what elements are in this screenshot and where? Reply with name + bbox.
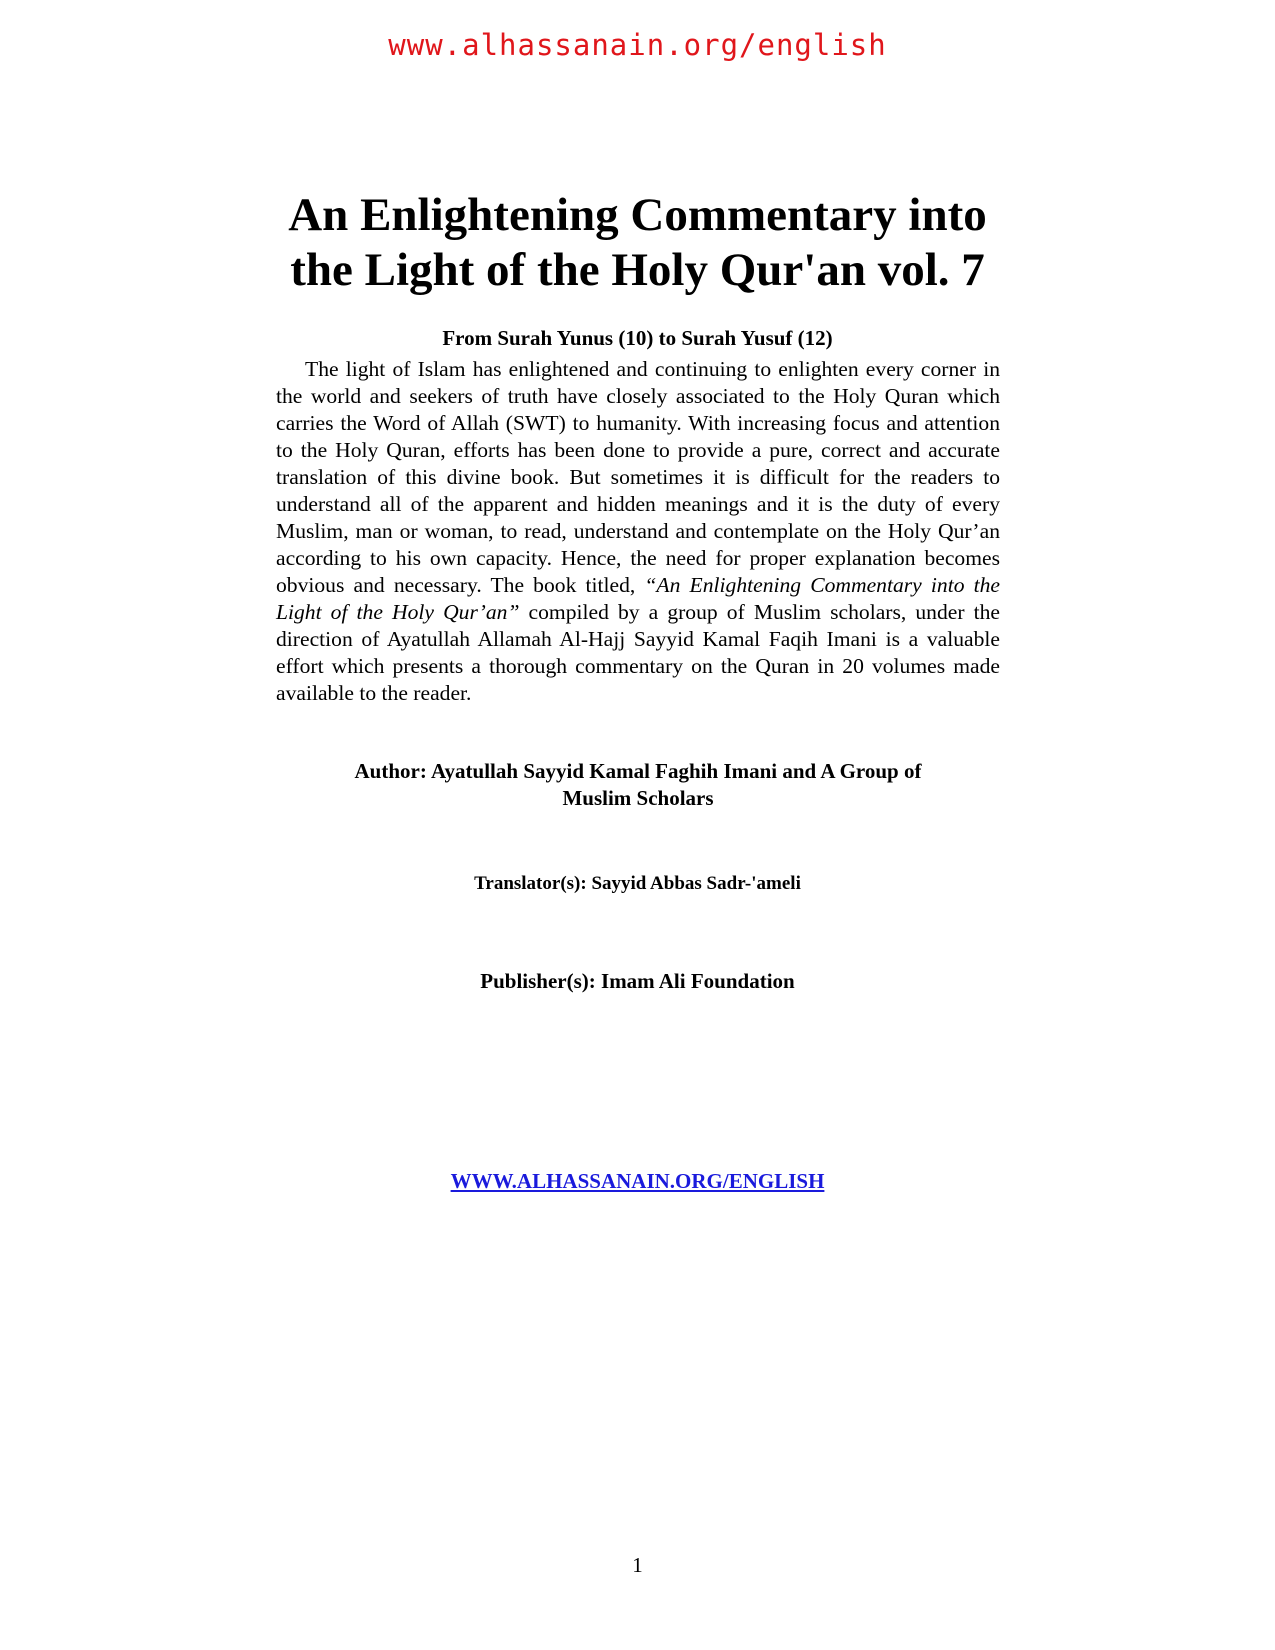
description-book-title-italic: “An Enlightening Commentary into the Light of the Holy Qur’an”: [276, 573, 1000, 624]
header-url: www.alhassanain.org/english: [388, 28, 887, 62]
page-number: 1: [632, 1553, 643, 1577]
book-title: [200, 188, 1075, 298]
author-line-2: Muslim Scholars: [562, 786, 714, 810]
author-credit: [270, 758, 1006, 812]
publisher-credit: Publisher(s): Imam Ali Foundation: [480, 969, 795, 993]
description-text-part-2: compiled by a group of Muslim scholars, under the direction of Ayatullah Allamah Al-Hajj Sayyid Kamal Faqih Imani is a valuable effort which presents a thorough commentary on the Quran in 20 volumes made available to the reader.: [276, 600, 1000, 705]
book-subtitle: From Surah Yunus (10) to Surah Yusuf (12): [442, 326, 833, 350]
book-description: [276, 356, 1000, 707]
site-link[interactable]: WWW.ALHASSANAIN.ORG/ENGLISH: [450, 1169, 825, 1193]
site-link-container: [0, 1168, 1275, 1194]
book-title-line-1: An Enlightening Commentary into: [288, 189, 987, 241]
book-title-line-2: the Light of the Holy Qur'an vol. 7: [290, 244, 985, 296]
description-text-part-1: The light of Islam has enlightened and continuing to enlighten every corner in the world and seekers of truth have closely associated to the Holy Quran which carries the Word of Allah (SWT) to humanity. With increasing focus and attention to the Holy Quran, efforts has been done to provide a pure, correct and accurate translation of this divine book. But sometimes it is difficult for the readers to understand all of the apparent and hidden meanings and it is the duty of every Muslim, man or woman, to read, understand and contemplate on the Holy Qur’an according to his own capacity. Hence, the need for proper explanation becomes obvious and necessary. The book titled,: [276, 357, 1000, 597]
author-line-1: Author: Ayatullah Sayyid Kamal Faghih Imani and A Group of: [354, 759, 922, 783]
translator-credit: Translator(s): Sayyid Abbas Sadr-'ameli: [474, 873, 801, 894]
